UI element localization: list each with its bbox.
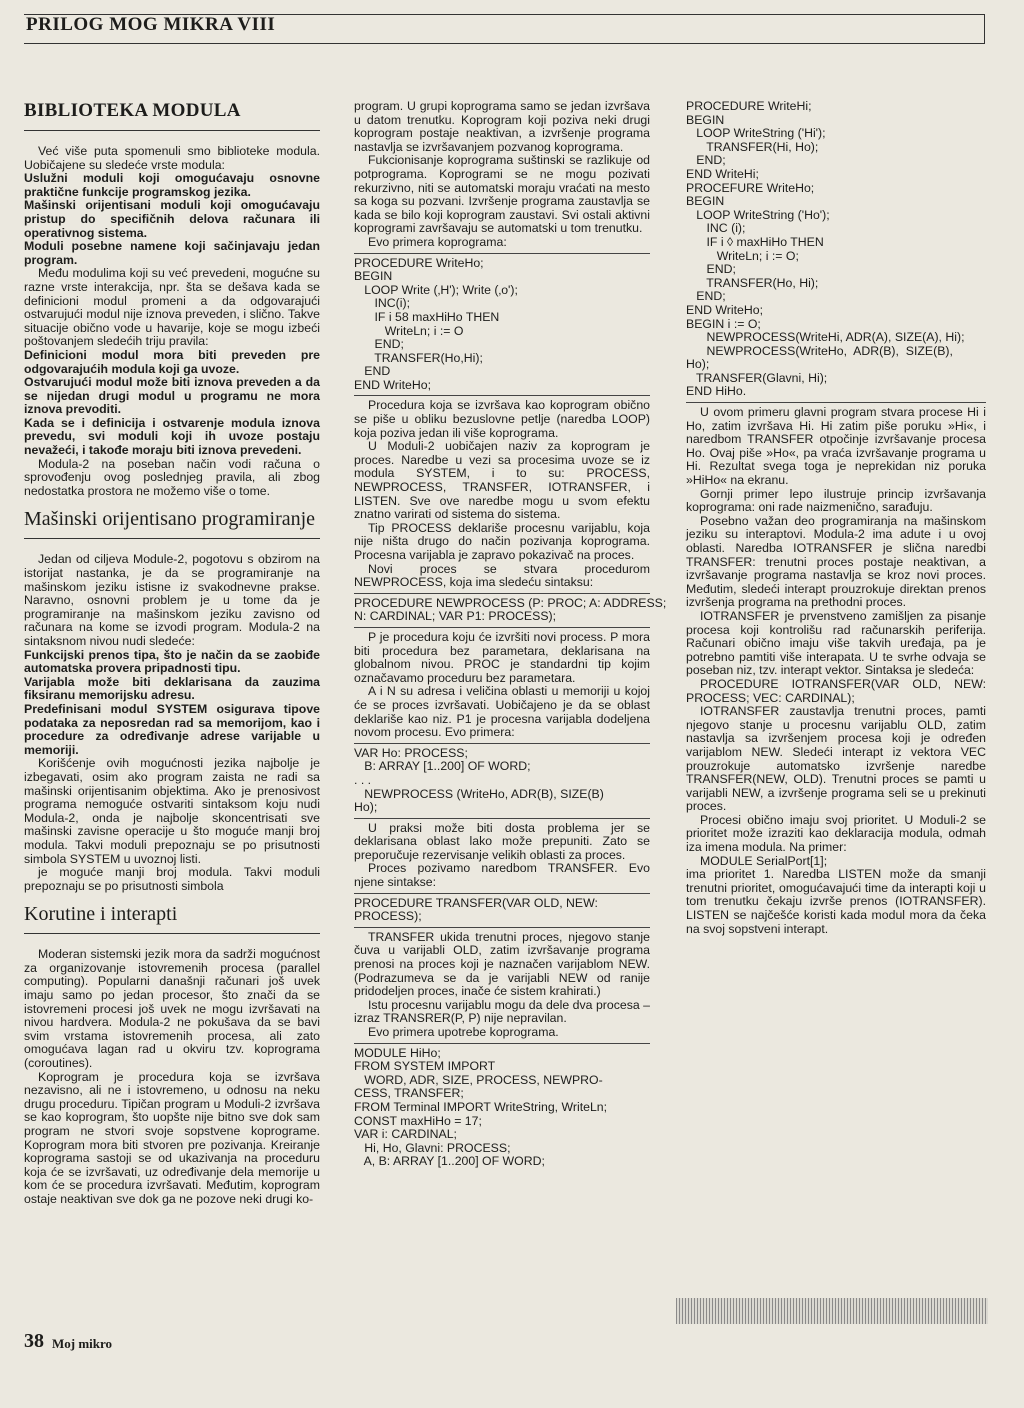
paragraph: Tip PROCESS deklariše procesnu varijablu, koja nije ništa drugo do način pozivanja koprograma. Procesna varijabla je zapravo pokazivač na proces. [354, 520, 650, 562]
paragraph: U praksi može biti dosta problema jer se deklarisana oblast lako može prepuniti. Zato se preporučuje rezervisanje velikih oblasti za proces. [354, 820, 650, 862]
paragraph: P je procedura koju će izvršiti novi process. P mora biti procedura bez parametara, deklarisana na globalnom nivou. PROC je standardni tip kojim označavamo proceduru bez parametara. [354, 629, 650, 685]
paragraph: Evo primera upotrebe koprograma. [368, 1025, 559, 1039]
paragraph: Evo primera koprograma: [368, 234, 507, 249]
code-rule [354, 927, 650, 928]
code-rule [686, 402, 986, 403]
paragraph: Već više puta spomenuli smo biblioteke modula. Uobičajene su sledeće vrste modula: [24, 144, 320, 172]
paragraph: Gornji primer lepo ilustruje princip izvršavanja koprograma: oni rade naizmenično, sarađuju. [686, 486, 986, 515]
section-title-korutine: Korutine i interapti [24, 903, 178, 926]
code-rule [354, 1043, 650, 1044]
code-rule [354, 395, 650, 396]
magazine-name: Moj mikro [52, 1336, 113, 1351]
code-listing: PROCEDURE WriteHo; BEGIN LOOP Write (‚H'); Write (‚o'); INC(i); IF i 58 maxHiHo THEN WriteLn; i := O END; TRANSFER(Ho,Hi); END END WriteHo; [354, 255, 518, 392]
code-rule [354, 743, 650, 744]
paragraph: Među modulima koji su već prevedeni, mogućne su razne vrste interakcija, npr. šta se dešava kada se definicioni modul promeni a da odgovarajući ostvarujući modul nije iznova preveden, i slično. Takve situacije obično vode u havarije, koje se mogu izbeći poštovanjem sledećih triju pravila: [24, 266, 320, 349]
paragraph: U Moduli-2 uobičajen naziv za koprogram je proces. Naredbe u vezi sa procesima uvoze se iz modula SYSTEM, i to su: PROCESS, NEWPROCESS, TRANSFER, IOTRANSFER, i LISTEN. Sve ove naredbe mogu u svom efektu znatno varirati od sistema do sistema. [354, 439, 650, 522]
paragraph: MODULE SerialPort[1]; [700, 853, 828, 868]
paragraph: Istu procesnu varijablu mogu da dele dva procesa – izraz TRANSRER(P, P) nije nepravilan. [354, 997, 650, 1026]
spacer [24, 893, 320, 903]
column-3 [686, 100, 986, 936]
bold-paragraph: Funkcijski prenos tipa, što je način da se zaobiđe automatska provera pripadnosti tipu. [24, 647, 320, 676]
paragraph: Jedan od ciljeva Module-2, pogotovu s obzirom na istorijat nastanka, je da se programiranje na mašinskom jeziku istisne iz svakodnevne prakse. Naravno, osnovni problem je u tome da je programiranje na mašinskom jeziku zavisno od računara na kome se izvodi program. Modula-2 na sintaksnom nivou nudi sledeće: [24, 552, 320, 648]
paragraph: Novi proces se stvara procedurom NEWPROCESS, koja ima sledeću sintaksu: [354, 561, 650, 590]
paragraph: program. U grupi koprograma samo se jedan izvršava u datom trenutku. Koprogram koji poziva neki drugi koprogram postaje neaktivan, a izvršenje programa nastavlja se izvršavanjem pozvanog koprograma. [354, 99, 650, 154]
bold-paragraph: Mašinski orijentisani moduli koji omogućavaju pristup do specifičnih delova računara ili operativnog sistema. [24, 198, 320, 240]
code-rule [354, 627, 650, 628]
bold-paragraph: Varijabla može biti deklarisana da zauzima fiksiranu memorijsku adresu. [24, 674, 320, 703]
code-listing: PROCEDURE WriteHi; BEGIN LOOP WriteString ('Hi'); TRANSFER(Hi, Ho); END; END WriteHi; PROCEFURE WriteHo; BEGIN LOOP WriteString ('Ho'); INC (i); IF i ◊ maxHiHo THEN WriteLn; i := O; END; TRANSFER(Ho, Hi); END; END WriteHo; BEGIN i := O; NEWPROCESS(WriteHi, ADR(A), SIZE(A), Hi); NEWPROCESS(WriteHo, ADR(B), SIZE(B), Ho); TRANSFER(Glavni, Hi); END HiHo. [686, 99, 965, 399]
bold-paragraph: Ostvarujući modul može biti iznova preveden a da se nijedan drugi modul u programu ne mora iznova prevoditi. [24, 375, 320, 417]
column-1 [24, 100, 320, 1207]
paragraph: IOTRANSFER zaustavlja trenutni proces, pamti njegovo stanje u procesnu varijablu OLD, zatim nastavlja sa izvršenjem procesa koji je određen varijablom NEW. Sledeći interapt iz vektora VEC prouzrokuje automatsko izvršenje naredbe TRANSFER(NEW, OLD). Trenutni proces se pamti u varijabli NEW, a izvršenje programa seli se u prekinuti proces. [686, 704, 986, 814]
code-rule [354, 593, 650, 594]
column-2 [354, 99, 667, 1169]
paragraph: Korišćenje ovih mogućnosti jezika najbolje je izbegavati, osim ako program zaista ne radi sa mašinski orijentisanim objektima. Ako je prenosivost programa nemoguće ostvariti sintaksom koju nudi Modula-2, onda je najbolje skoncentrisati sve mašinski zavisne operacije u što moguće manji broj modula. Takvi moduli prepoznaju se po prisutnosti simbola SYSTEM u uvoznoj listi. [24, 756, 320, 866]
section-title-biblioteka: BIBLIOTEKA MODULA [24, 100, 241, 121]
paragraph: Proces pozivamo naredbom TRANSFER. Evo njene sintakse: [354, 861, 650, 890]
code-listing: PROCEDURE TRANSFER(VAR OLD, NEW: PROCESS); [354, 895, 602, 924]
running-head: PRILOG MOG MIKRA VIII [26, 14, 276, 35]
code-rule [354, 818, 650, 819]
paragraph: Moderan sistemski jezik mora da sadrži mogućnost za organizovanje istovremenih procesa (parallel computing). Popularni današnji računari još uvek imaju samo po jedan procesor, što znači da se istovremeni procesi još uvek ne mogu izvršavati na nivou hardvera. Modula-2 ne pokušava da se bavi svim vrstama istovremenih procesa, ali zato omogućava lagan rad u okviru tzv. koprograma (coroutines). [24, 947, 320, 1071]
bold-paragraph: Kada se i definicija i ostvarenje modula iznova prevedu, svi moduli koji ih uvoze postaju nevažeći, i takođe moraju biti iznova prevedeni. [24, 415, 320, 458]
barcode-strip [676, 1298, 988, 1324]
title-rule [24, 933, 320, 934]
paragraph: je moguće manji broj modula. Takvi moduli prepoznaju se po prisutnosti simbola [24, 865, 320, 893]
paragraph: TRANSFER ukida trenutni proces, njegovo stanje čuva u varijabli OLD, zatim izvršavanje programa prenosi na proces koji je naznačen varijablom NEW. (Podrazumeva se da je varijabli NEW od ranije pridodeljen proces, inače će sistem krahirati.) [354, 929, 650, 999]
page-number: 38 [24, 1330, 44, 1352]
paragraph: U ovom primeru glavni program stvara procese Hi i Ho, zatim izvršava Hi. Hi zatim piše poruku »Hi«, i naredbom TRANSFER otpočinje izvršavanje procesa Ho. Ovaj piše »Ho«, pa vraća izvršavanje programa u Hi. Rezultat svega toga je neprekidan niz poruka »HiHo« na ekranu. [686, 405, 986, 488]
code-listing: PROCEDURE NEWPROCESS (P: PROC; A: ADDRESS; N: CARDINAL; VAR P1: PROCESS); [354, 595, 667, 624]
paragraph: A i N su adresa i veličina oblasti u memoriji u kojoj će se proces izvršavati. Uobičajeno je da se oblast deklariše kao niz. P1 je procesna varijabla dodeljena novom procesu. Evo primera: [354, 684, 650, 740]
spacer [24, 498, 320, 508]
paragraph: Modula-2 na poseban način vodi računa o sprovođenju ovog poslednjeg pravila, ali zbog nedostatka prostora ne možemo više o tome. [24, 456, 320, 498]
paragraph: IOTRANSFER je prvenstveno zamišljen za pisanje procesa koji kontrolišu rad računarskih periferija. Računari obično imaju više takvih uređaja, pa je potrebno pamtiti više interapata. U te svrhe odvaja se poseban niz, tzv. interapt vektor. Sintaksa je sledeća: [686, 608, 986, 678]
paragraph: Koprogram je procedura koja se izvršava nezavisno, ali ne i istovremeno, u odnosu na neku drugu proceduru. Tipičan program u Moduli-2 izvršava se kao koprogram, što uopšte nije bitno sve dok sam program ne stvori svoje sopstvene koprograme. Koprogram mora biti stvoren pre pozivanja. Kreiranje koprograma sastoji se od ukazivanja na proceduru koja će se izvršavati, uz određivanje dela memorije u kom će se procedura izvršavati. Međutim, koprogram ostaje neaktivan sve dok ga ne pozove neki drugi ko- [24, 1069, 320, 1206]
code-listing: MODULE HiHo; FROM SYSTEM IMPORT WORD, ADR, SIZE, PROCESS, NEWPRO- CESS, TRANSFER; FROM Terminal IMPORT WriteString, WriteLn; CONST maxHiHo = 17; VAR i: CARDINAL; Hi, Ho, Glavni: PROCESS; A, B: ARRAY [1..200] OF WORD; [354, 1045, 608, 1169]
paragraph: ima prioritet 1. Naredba LISTEN može da smanji trenutni prioritet, omogućavajući time da interapti koji u tom trenutku čekaju izvrše prenos (IOTRANSFER). LISTEN se najčešće koristi kada modul mora da čeka na svoj sopstveni interapt. [686, 867, 986, 936]
paragraph: Procesi obično imaju svoj prioritet. U Moduli-2 se prioritet može izraziti kao deklaracija modula, odmah iza imena modula. Na primer: [686, 812, 986, 855]
code-listing: VAR Ho: PROCESS; B: ARRAY [1..200] OF WORD; . . . NEWPROCESS (WriteHo, ADR(B), SIZE(B) Ho); [354, 745, 604, 815]
paragraph: Posebno važan deo programiranja na mašinskom jeziku su interaptovi. Modula-2 ima adute i u ovoj oblasti. Naredba IOTRANSFER je slična naredbi TRANSFER: trenutni proces postaje neaktivan, a izvršavanje programa nastavlja se kroz novi proces. Međutim, sledeći interapt prouzrokuje direktan prenos izvršenja programa na prethodni proces. [686, 513, 986, 610]
bold-paragraph: Predefinisani modul SYSTEM osigurava tipove podataka za neposredan rad sa memorijom, kao i procedure za određivanje adrese varijable u memoriji. [24, 701, 320, 757]
bold-paragraph: Uslužni moduli koji omogućavaju osnovne praktične funkcije programskog jezika. [24, 171, 320, 199]
code-rule [354, 893, 650, 894]
paragraph: Fukcionisanje koprograma suštinski se razlikuje od potprograma. Koprogrami se ne mogu pozivati rekurzivno, niti se automatski moraju vraćati na mesto sa koga su pozvani. Izvršenje programa zaustavlja se kada se bilo koji koprogram zaustavi. Svi ostali aktivni koprogrami završavaju se automatski u tom trenutku. [354, 153, 650, 236]
section-title-masinski: Mašinski orijentisano programiranje [24, 508, 316, 531]
title-rule [24, 538, 320, 539]
title-rule [24, 130, 320, 131]
code-rule [354, 253, 650, 254]
bold-paragraph: Definicioni modul mora biti preveden pre odgovarajućih modula koji ga uvoze. [24, 347, 320, 376]
paragraph: Procedura koja se izvršava kao koprogram obično se piše u obliku bezuslovne petlje (naredba LOOP) koja poziva jedan ili više koprograma. [354, 398, 650, 440]
paragraph: PROCEDURE IOTRANSFER(VAR OLD, NEW: PROCESS; VEC: CARDINAL); [686, 676, 986, 705]
bold-paragraph: Moduli posebne namene koji sačinjavaju jedan program. [24, 239, 320, 267]
